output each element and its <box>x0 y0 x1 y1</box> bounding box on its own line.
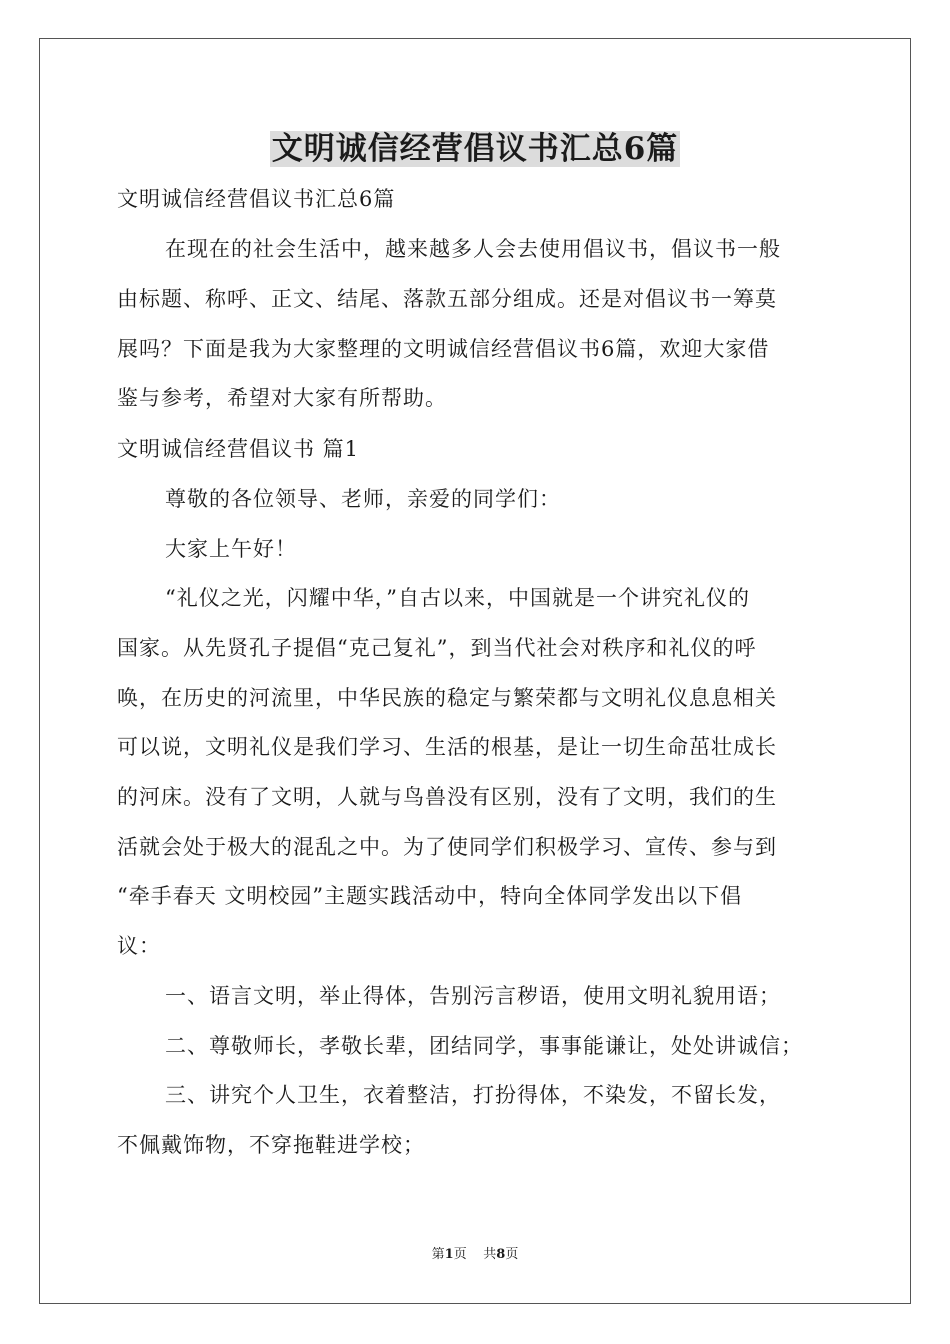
document-title <box>0 126 950 172</box>
section-heading: 文明诚信经营倡议书 篇1 <box>117 437 360 461</box>
item-2: 二、尊敬师长，孝敬长辈，团结同学，事事能谦让，处处讲诚信； <box>165 1034 803 1058</box>
footer-page-prefix: 第 <box>431 1247 445 1262</box>
footer-page-suffix: 页 <box>453 1247 467 1262</box>
body-line-4: 可以说，文明礼仪是我们学习、生活的根基，是让一切生命茁壮成长 <box>117 735 777 759</box>
footer-total-number: 8 <box>496 1247 506 1262</box>
salutation: 尊敬的各位领导、老师，亲爱的同学们： <box>165 487 561 511</box>
document-title-text: 文明诚信经营倡议书汇总6篇 <box>271 131 679 167</box>
item-3-line-1: 三、讲究个人卫生，衣着整洁，打扮得体，不染发，不留长发， <box>165 1083 781 1107</box>
intro-line-2: 由标题、称呼、正文、结尾、落款五部分组成。还是对倡议书一筹莫 <box>117 287 777 311</box>
intro-line-4: 鉴与参考，希望对大家有所帮助。 <box>117 386 447 410</box>
body-line-5: 的河床。没有了文明，人就与鸟兽没有区别，没有了文明，我们的生 <box>117 785 777 809</box>
footer-total-suffix: 页 <box>505 1247 519 1262</box>
intro-line-1: 在现在的社会生活中，越来越多人会去使用倡议书，倡议书一般 <box>165 237 781 261</box>
document-subtitle: 文明诚信经营倡议书汇总6篇 <box>117 187 396 211</box>
body-line-1: “礼仪之光，闪耀中华，”自古以来，中国就是一个讲究礼仪的 <box>165 586 750 610</box>
page-border <box>39 38 911 1304</box>
footer-total-prefix: 共 <box>483 1247 497 1262</box>
item-3-line-2: 不佩戴饰物，不穿拖鞋进学校； <box>117 1133 425 1157</box>
body-line-7: “牵手春天 文明校园”主题实践活动中，特向全体同学发出以下倡 <box>117 884 743 908</box>
item-1: 一、语言文明，举止得体，告别污言秽语，使用文明礼貌用语； <box>165 984 781 1008</box>
body-line-3: 唤，在历史的河流里，中华民族的稳定与繁荣都与文明礼仪息息相关 <box>117 686 777 710</box>
footer-page-number: 1 <box>444 1247 454 1262</box>
body-line-2: 国家。从先贤孔子提倡“克己复礼”，到当代社会对秩序和礼仪的呼 <box>117 636 757 660</box>
body-line-6: 活就会处于极大的混乱之中。为了使同学们积极学习、宣传、参与到 <box>117 835 777 859</box>
body-line-8: 议： <box>117 934 161 958</box>
greeting: 大家上午好！ <box>165 537 297 561</box>
intro-line-3: 展吗？下面是我为大家整理的文明诚信经营倡议书6篇，欢迎大家借 <box>117 337 770 361</box>
page-footer <box>0 1246 950 1264</box>
